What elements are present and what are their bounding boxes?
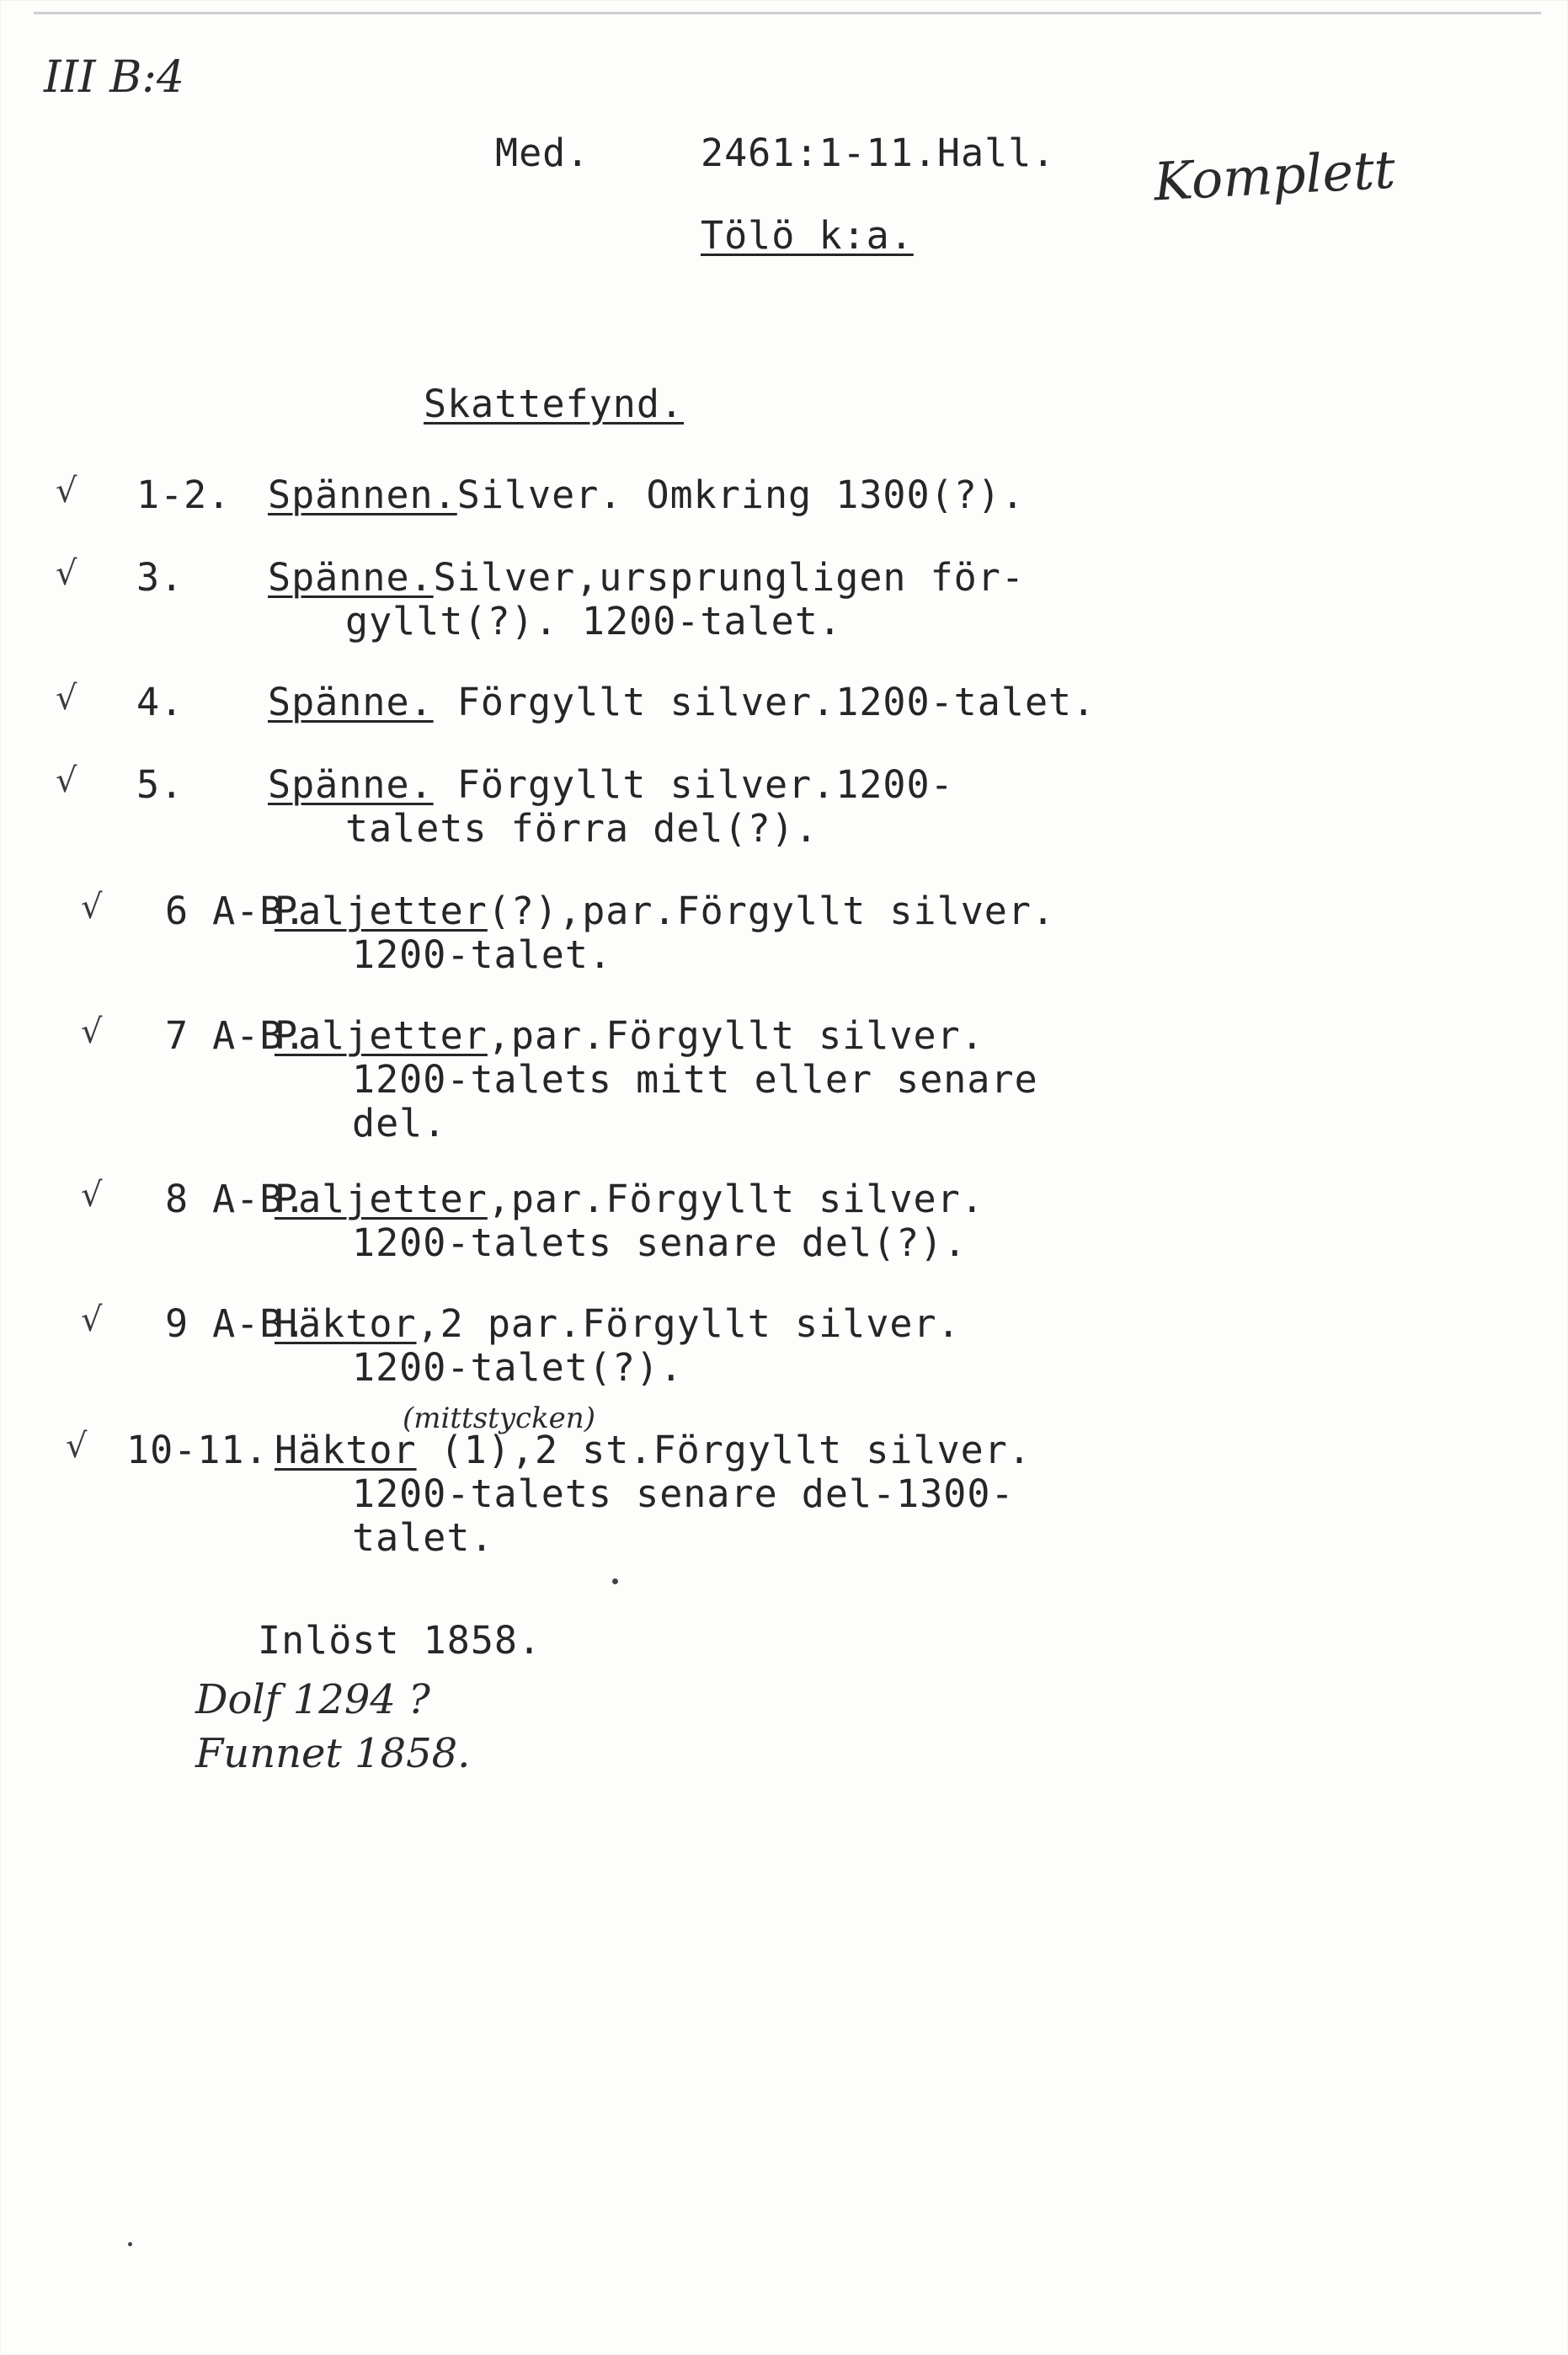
item-line <box>268 473 1025 517</box>
item-heading: Paljetter <box>275 889 488 933</box>
check-mark: √ <box>81 1176 103 1215</box>
item-description: ,par.Förgyllt silver. <box>487 1013 984 1058</box>
item-heading: Spänne. <box>268 555 434 600</box>
item-description: (1),2 st.Förgyllt silver. <box>416 1428 1032 1472</box>
item-line <box>275 1428 1032 1472</box>
item-line <box>268 556 1025 600</box>
item-continuation: 1200-talets mitt eller senare <box>352 1057 1038 1102</box>
item-line <box>275 1014 984 1058</box>
item-description: (?),par.Förgyllt silver. <box>487 889 1056 933</box>
archive-reference: III B:4 <box>44 52 184 103</box>
check-mark: √ <box>56 554 77 593</box>
item-continuation: 1200-talets senare del(?). <box>352 1220 968 1265</box>
item-number: 8 A-B. <box>165 1177 307 1221</box>
stray-dot <box>128 2242 132 2246</box>
item-number: 1-2. <box>136 473 232 517</box>
redeemed-note: Inlöst 1858. <box>258 1618 542 1663</box>
check-mark: √ <box>81 1300 103 1339</box>
header-place: Tölö k:a. <box>701 213 914 258</box>
document-title <box>424 382 684 426</box>
item-number: 10-11. <box>126 1428 269 1472</box>
item-heading: Paljetter <box>275 1177 488 1221</box>
item-number: 5. <box>136 762 184 807</box>
item-line <box>275 1302 961 1346</box>
hand-note-dolf: Dolf 1294 ? <box>195 1676 430 1723</box>
item-heading: Häktor <box>275 1428 417 1472</box>
check-mark: √ <box>56 761 77 800</box>
item-description: Förgyllt silver.1200- <box>433 762 954 807</box>
check-mark: √ <box>66 1427 88 1466</box>
item-line <box>275 1178 984 1221</box>
check-mark: √ <box>56 679 77 718</box>
item-continuation: 1200-talet(?). <box>352 1345 684 1390</box>
item-description: Silver. Omkring 1300(?). <box>456 473 1025 517</box>
hand-note-funnet: Funnet 1858. <box>195 1730 471 1777</box>
item-line <box>275 889 1055 933</box>
check-mark: √ <box>81 1012 103 1051</box>
item-continuation: 1200-talets senare del-1300- <box>352 1471 1015 1516</box>
document-title-text: Skattefynd. <box>424 382 685 426</box>
item-number: 9 A-B. <box>165 1301 307 1346</box>
item-heading: Spänne. <box>268 762 434 807</box>
stray-dot <box>612 1578 618 1584</box>
item-continuation: 1200-talet. <box>352 932 613 977</box>
header-number: 2461:1-11.Hall. <box>701 131 1056 175</box>
item-description: Silver,ursprungligen för- <box>433 555 1025 600</box>
item-continuation: gyllt(?). 1200-talet. <box>345 599 842 643</box>
item-line <box>268 681 1096 724</box>
item-continuation: del. <box>352 1101 447 1145</box>
item-description: ,2 par.Förgyllt silver. <box>416 1301 961 1346</box>
item-continuation: talet. <box>352 1515 494 1560</box>
item-number: 3. <box>136 555 184 600</box>
item-continuation: talets förra del(?). <box>345 806 819 851</box>
header-med: Med. <box>495 131 590 175</box>
item-heading: Paljetter <box>275 1013 488 1058</box>
item-description: Förgyllt silver.1200-talet. <box>433 680 1096 724</box>
item-number: 6 A-B. <box>165 889 307 933</box>
item-line <box>268 763 954 807</box>
item-heading: Häktor <box>275 1301 417 1346</box>
check-mark: √ <box>56 472 77 510</box>
item-number: 7 A-B. <box>165 1013 307 1058</box>
item-number: 4. <box>136 680 184 724</box>
check-mark: √ <box>81 888 103 927</box>
item-10-11-insert: (mittstycken) <box>403 1402 595 1435</box>
sheet-top-edge <box>34 12 1541 14</box>
item-heading: Spännen. <box>268 473 457 517</box>
item-description: ,par.Förgyllt silver. <box>487 1177 984 1221</box>
item-heading: Spänne. <box>268 680 434 724</box>
status-note-komplett: Komplett <box>1152 138 1397 213</box>
